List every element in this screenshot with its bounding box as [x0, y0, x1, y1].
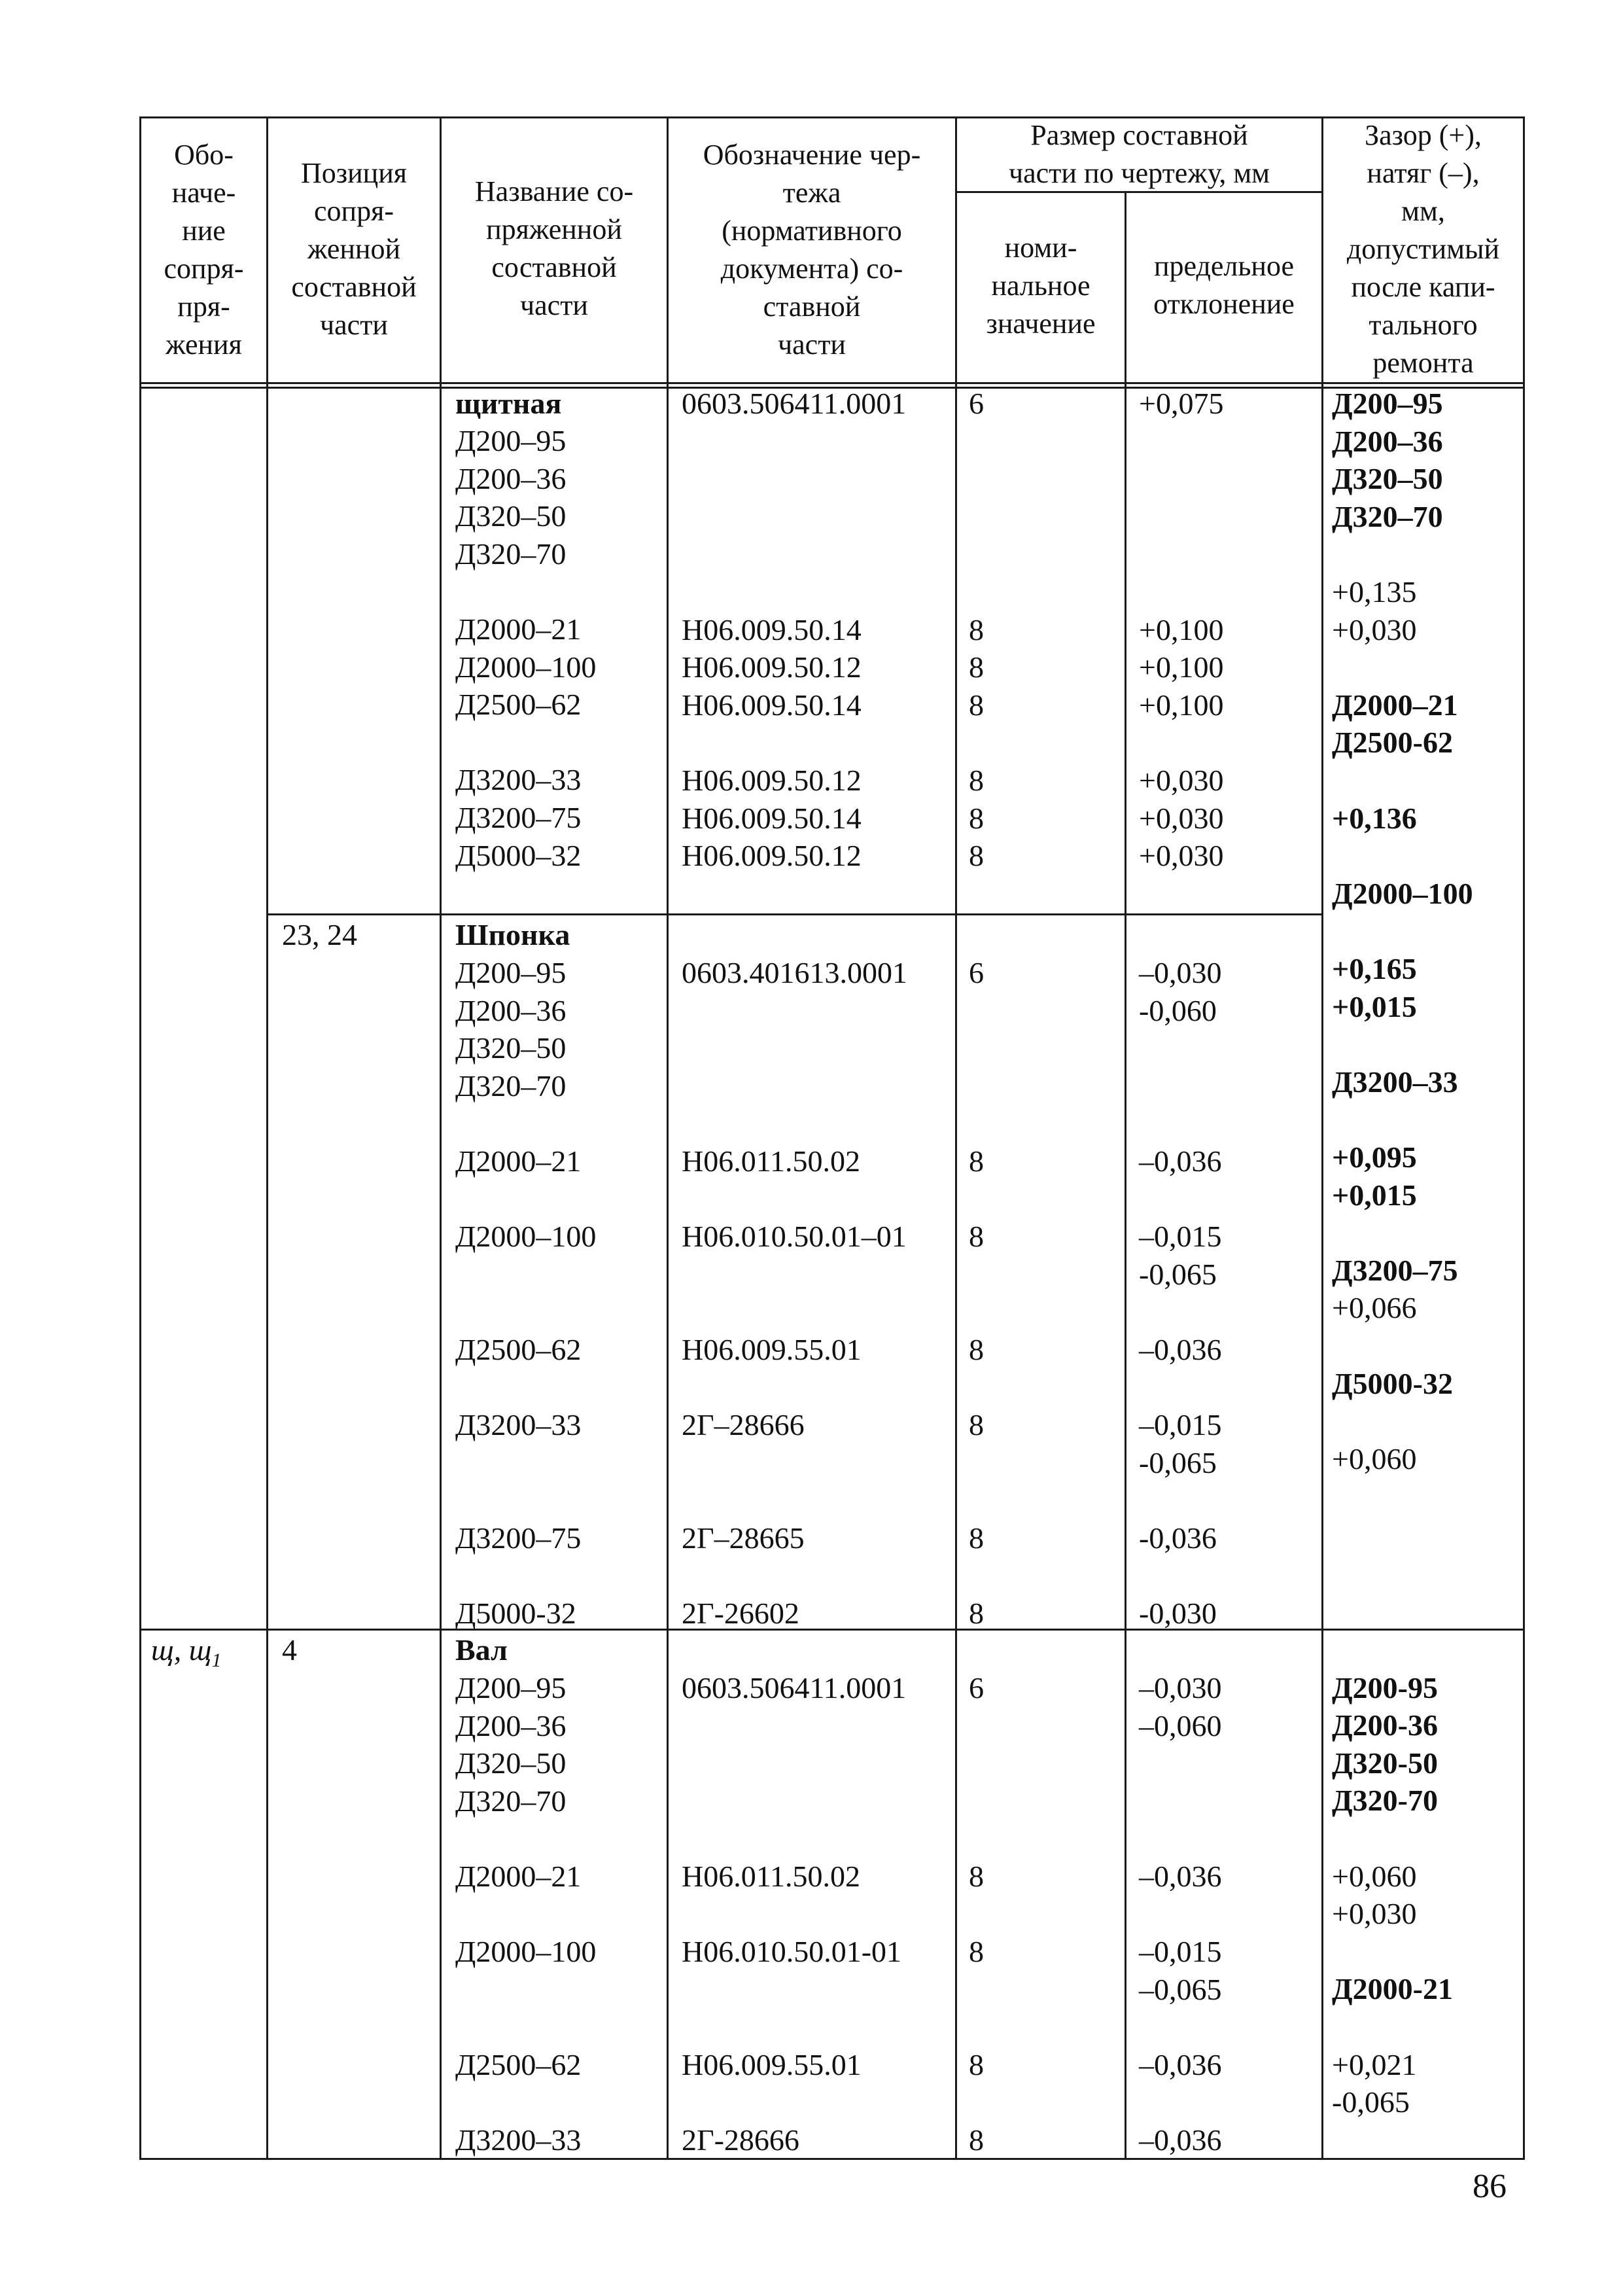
clearance-line: Д320-70 [1332, 1784, 1438, 1818]
block-divider-1 [266, 913, 1321, 915]
header-size: Размер составной части по чертежу, мм [1008, 119, 1270, 189]
block3-position: 4 [282, 1633, 297, 1667]
col-border-2 [440, 116, 442, 2160]
clearance-line: +0,135 [1332, 575, 1417, 609]
col-border-1 [266, 116, 268, 2160]
clearance-line: Д200-95 [1332, 1670, 1438, 1704]
clearance-line: Д5000-32 [1332, 1366, 1453, 1400]
col-border-3 [667, 116, 669, 2160]
clearance-line: +0,066 [1332, 1291, 1417, 1325]
designation-subscript: 1 [211, 1650, 222, 1672]
header-clearance: Зазор (+), натяг (–), мм, допустимый после капи- тального ремонта [1346, 119, 1500, 379]
clearance-line: +0,021 [1332, 2047, 1417, 2081]
header-name: Название со- пряженной составной части [474, 175, 634, 321]
clearance-line: Д2000-21 [1332, 1972, 1453, 2006]
block1-nominal: 6 8 8 8 8 8 8 [969, 387, 984, 873]
clearance-line: Д200–36 [1332, 424, 1443, 458]
clearance-line: +0,015 [1332, 989, 1417, 1023]
clearance-line: Д200-36 [1332, 1708, 1438, 1742]
clearance-line: Д2500-62 [1332, 726, 1453, 760]
clearance-line: +0,095 [1332, 1140, 1417, 1174]
clearance-line: +0,030 [1332, 612, 1417, 646]
block3-docs: 0603.506411.0001 Н06.011.50.02 Н06.010.50.01-01 Н06.009.55.01 2Г-28666 [682, 1671, 907, 2157]
block3-title: Вал [455, 1633, 508, 1667]
block2-deviation: –0,030 -0,060 –0,036 –0,015 -0,065 –0,036 –0,015 -0,065 -0,036 -0,030 [1139, 956, 1222, 1631]
col-border-4 [955, 116, 957, 2160]
designation-text: щ, щ [151, 1633, 212, 1667]
block1-title: щитная [455, 387, 562, 420]
col-border-5 [1125, 191, 1126, 2160]
fit-table [139, 116, 1525, 2160]
block3-designation [151, 1631, 221, 1680]
block1-docs: 0603.506411.0001 Н06.009.50.14 Н06.009.50.12 Н06.009.50.14 Н06.009.50.12 Н06.009.50.14 Н06.009.50.12 [682, 387, 907, 873]
block3-nominal: 6 8 8 8 8 [969, 1671, 984, 2157]
clearance-line: +0,060 [1332, 1441, 1417, 1475]
clearance-line: Д200–95 [1332, 387, 1443, 420]
block3-deviation: –0,030 –0,060 –0,036 –0,015 –0,065 –0,036 –0,036 [1139, 1671, 1222, 2157]
clearance-line: Д320–50 [1332, 462, 1443, 496]
page-number: 86 [1473, 2168, 1507, 2205]
col-border-6 [1321, 116, 1323, 2160]
clearance-line: Д3200–33 [1332, 1065, 1458, 1099]
header-drawing-doc: Обозначение чер- тежа (нормативного документа) со- ставной части [703, 139, 921, 361]
clearance-line: +0,060 [1332, 1859, 1417, 1893]
clearance-line: Д3200–75 [1332, 1253, 1458, 1287]
block2-nominal: 6 8 8 8 8 8 8 [969, 956, 984, 1631]
header-nominal: номи- нальное значение [986, 232, 1096, 340]
block1-deviation: +0,075 +0,100 +0,100 +0,100 +0,030 +0,030 +0,030 [1139, 387, 1224, 873]
clearance-line: Д320–70 [1332, 499, 1443, 533]
block2-names: Д200–95 Д200–36 Д320–50 Д320–70 Д2000–21 Д2000–100 Д2500–62 Д3200–33 Д3200–75 Д5000-32 [455, 956, 597, 1631]
clearance-line: Д2000–100 [1332, 876, 1473, 910]
clearance-line: Д320-50 [1332, 1746, 1438, 1780]
block1-names: Д200–95 Д200–36 Д320–50 Д320–70 Д2000–21 Д2000–100 Д2500–62 Д3200–33 Д3200–75 Д5000–32 [455, 424, 597, 872]
header-position: Позиция сопря- женной составной части [291, 157, 417, 341]
clearance-line: +0,015 [1332, 1178, 1417, 1212]
header-deviation: предельное отклонение [1153, 250, 1295, 320]
block2-title: Шпонка [455, 918, 570, 951]
clearance-line: +0,136 [1332, 801, 1417, 835]
header-bottom-border-1 [139, 382, 1525, 384]
clearance-line: -0,065 [1332, 2085, 1410, 2119]
block3-names: Д200–95 Д200–36 Д320–50 Д320–70 Д2000–21 Д2000–100 Д2500–62 Д3200–33 [455, 1671, 597, 2157]
clearance-line: Д2000–21 [1332, 688, 1458, 722]
block2-docs: 0603.401613.0001 Н06.011.50.02 Н06.010.50.01–01 Н06.009.55.01 2Г–28666 2Г–28665 2Г-26602 [682, 956, 907, 1631]
clearance-line: +0,030 [1332, 1897, 1417, 1931]
block2-position: 23, 24 [282, 918, 357, 951]
col-border-0 [139, 116, 141, 2160]
header-designation: Обо- наче- ние сопря- пря- жения [164, 139, 244, 361]
col-border-7 [1523, 116, 1525, 2160]
clearance-line: +0,165 [1332, 952, 1417, 985]
